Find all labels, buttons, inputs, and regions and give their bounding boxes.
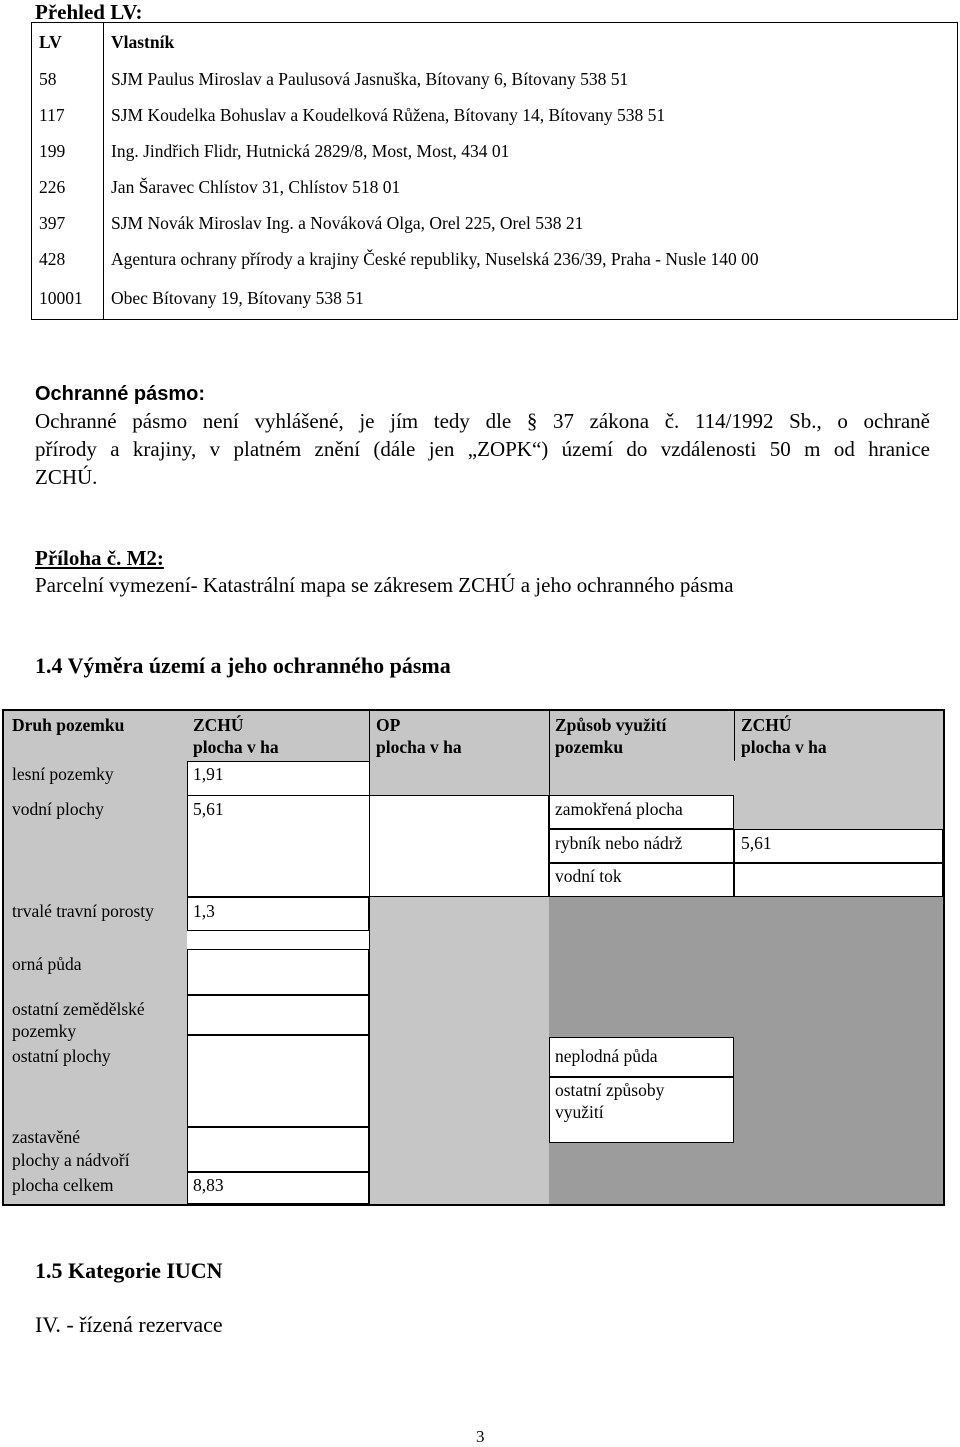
protection-zone-line-3: ZCHÚ. — [35, 465, 98, 489]
lv-number: 199 — [32, 133, 104, 169]
dark-block-right — [549, 897, 943, 1037]
dark-block-bottom — [549, 1143, 943, 1204]
owner-name: Jan Šaravec Chlístov 31, Chlístov 518 01 — [104, 169, 958, 205]
row-lesni-value: 1,91 — [193, 764, 224, 784]
iucn-heading: 1.5 Kategorie IUCN — [35, 1258, 223, 1283]
row-vodni-tok-label: vodní tok — [555, 866, 622, 886]
row-celkem-value: 8,83 — [193, 1175, 224, 1195]
row-zastavene-label-1: zastavěné — [12, 1127, 81, 1147]
row-trvale-label: trvalé travní porosty — [12, 901, 154, 921]
attachment-heading: Příloha č. M2: — [35, 546, 164, 570]
row-ostatni-zem-label-1: ostatní zemědělské — [12, 999, 145, 1019]
lv-number: 10001 — [32, 277, 104, 320]
table-row — [32, 277, 958, 320]
row-trvale-value: 1,3 — [193, 901, 215, 921]
owner-name: Agentura ochrany přírody a krajiny České republiky, Nuselská 236/39, Praha - Nusle 140 00 — [104, 241, 958, 277]
zchu-val-box-ostatni-zem — [187, 995, 369, 1035]
table-row — [32, 205, 958, 241]
row-ostatni-zem-label-2: pozemky — [12, 1021, 77, 1041]
lv-number: 397 — [32, 205, 104, 241]
header-druh: Druh pozemku — [12, 715, 125, 735]
zpusob-upper-bg — [549, 761, 943, 795]
header-zchu2-1: ZCHÚ — [741, 715, 792, 735]
header-zchu2-2: plocha v ha — [741, 737, 827, 757]
area-section-heading: 1.4 Výměra území a jeho ochranného pásma — [35, 653, 451, 678]
owner-name: Obec Bítovany 19, Bítovany 538 51 — [104, 277, 958, 320]
zchu2-box-zamokrena — [734, 795, 943, 829]
header-zchu-1: ZCHÚ — [193, 715, 244, 735]
attachment-text: Parcelní vymezení- Katastrální mapa se zákresem ZCHÚ a jeho ochranného pásma — [35, 573, 734, 597]
owner-name: Ing. Jindřich Flidr, Hutnická 2829/8, Most, Most, 434 01 — [104, 133, 958, 169]
protection-zone-line-2: přírody a krajiny, v platném znění (dále jen „ZOPK“) území do vzdálenosti 50 m od hranice — [35, 437, 930, 461]
row-neplodna-label: neplodná půda — [555, 1046, 658, 1066]
row-ostatni-zpusoby-label-2: využití — [555, 1102, 604, 1122]
row-orna-label: orná půda — [12, 954, 82, 974]
zchu-val-box-ostatni-plochy — [187, 1035, 369, 1127]
table-row — [32, 241, 958, 277]
table-row — [32, 61, 958, 97]
row-zamokrena-label: zamokřená plocha — [555, 799, 683, 819]
row-rybnik-label: rybník nebo nádrž — [555, 833, 683, 853]
dark-block-right-lower — [734, 1037, 943, 1143]
lv-owners-table — [31, 22, 958, 320]
op-val-box-vodni — [369, 795, 549, 897]
page-number: 3 — [476, 1427, 485, 1446]
lv-number: 226 — [32, 169, 104, 205]
row-vodni-label: vodní plochy — [12, 799, 104, 819]
table-row — [32, 133, 958, 169]
zchu2-box-vodni-tok — [734, 863, 943, 897]
area-table — [2, 709, 945, 1206]
row-celkem-label: plocha celkem — [12, 1175, 114, 1195]
lv-column-header: LV — [32, 23, 104, 62]
row-rybnik-value: 5,61 — [741, 833, 772, 853]
header-zpusob-1: Způsob využití — [555, 715, 667, 735]
header-op-2: plocha v ha — [376, 737, 462, 757]
owner-name: SJM Paulus Miroslav a Paulusová Jasnuška, Bítovany 6, Bítovany 538 51 — [104, 61, 958, 97]
table-header-row — [32, 23, 958, 62]
table-row — [32, 97, 958, 133]
row-lesni-label: lesní pozemky — [12, 764, 114, 784]
owner-name: SJM Koudelka Bohuslav a Koudelková Růžena, Bítovany 14, Bítovany 538 51 — [104, 97, 958, 133]
iucn-value: IV. - řízená rezervace — [35, 1312, 223, 1337]
lv-overview-title: Přehled LV: — [35, 0, 143, 24]
header-op-1: OP — [376, 715, 401, 735]
owner-column-header: Vlastník — [104, 23, 958, 62]
header-zpusob-2: pozemku — [555, 737, 624, 757]
header-zchu-2: plocha v ha — [193, 737, 279, 757]
zchu-val-box-zastavene — [187, 1127, 369, 1172]
lv-number: 117 — [32, 97, 104, 133]
protection-zone-heading: Ochranné pásmo: — [35, 383, 206, 405]
zchu-val-box-orna — [187, 949, 369, 995]
row-ostatni-zpusoby-label-1: ostatní způsoby — [555, 1080, 665, 1100]
row-ostatni-plochy-label: ostatní plochy — [12, 1046, 111, 1066]
lv-number: 428 — [32, 241, 104, 277]
table-row — [32, 169, 958, 205]
lv-number: 58 — [32, 61, 104, 97]
protection-zone-line-1: Ochranné pásmo není vyhlášené, je jím tedy dle § 37 zákona č. 114/1992 Sb., o ochraně — [35, 409, 930, 433]
owner-name: SJM Novák Miroslav Ing. a Nováková Olga, Orel 225, Orel 538 21 — [104, 205, 958, 241]
row-vodni-value: 5,61 — [193, 799, 224, 819]
row-zastavene-label-2: plochy a nádvoří — [12, 1150, 130, 1170]
